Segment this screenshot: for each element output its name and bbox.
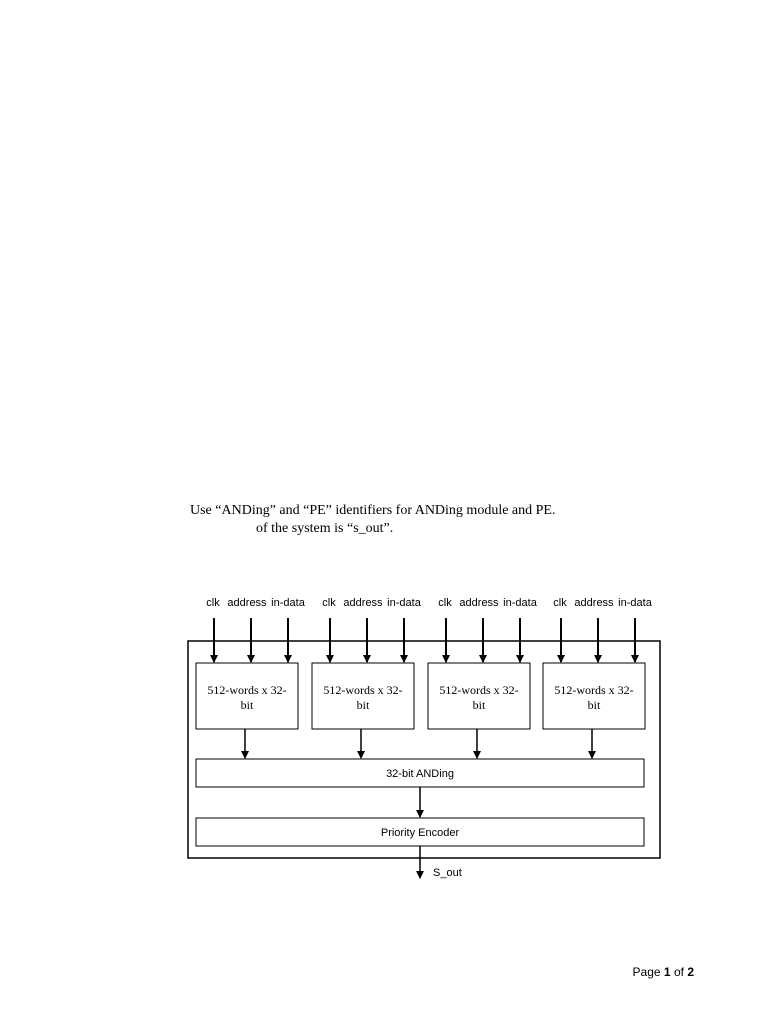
page-footer	[633, 965, 694, 979]
memory-label-line1: 512-words x 32-	[207, 683, 287, 697]
input-label-in-data: in-data	[387, 597, 421, 609]
input-label-clk: clk	[553, 597, 567, 609]
input-label-in-data: in-data	[271, 597, 305, 609]
memory-label-line2: bit	[472, 698, 486, 712]
instruction-line-1: Use “ANDing” and “PE” identifiers for ANDing module and PE.	[190, 503, 556, 518]
input-label-in-data: in-data	[503, 597, 537, 609]
memory-label-line1: 512-words x 32-	[439, 683, 519, 697]
memory-label-line2: bit	[356, 698, 370, 712]
priority-encoder-label: Priority Encoder	[380, 827, 460, 839]
input-label-address: address	[574, 597, 614, 609]
instruction-line-2: of the system is “s_out”.	[256, 521, 394, 536]
page-word: Page	[632, 965, 661, 979]
system-outer-box	[188, 641, 660, 858]
memory-label-line2: bit	[240, 698, 254, 712]
input-label-address: address	[227, 597, 267, 609]
input-label-clk: clk	[206, 597, 220, 609]
output-label: S_out	[433, 867, 462, 879]
memory-unit-4	[543, 597, 653, 758]
input-label-address: address	[343, 597, 383, 609]
memory-unit-2	[312, 597, 422, 758]
input-label-in-data: in-data	[618, 597, 652, 609]
page-current: 1	[663, 965, 671, 979]
memory-label-line2: bit	[587, 698, 601, 712]
input-label-clk: clk	[322, 597, 336, 609]
memory-label-line1: 512-words x 32-	[554, 683, 634, 697]
of-word: of	[673, 965, 684, 979]
input-label-clk: clk	[438, 597, 452, 609]
anding-label: 32-bit ANDing	[386, 768, 454, 780]
memory-unit-3	[428, 597, 538, 758]
input-label-address: address	[459, 597, 499, 609]
memory-label-line1: 512-words x 32-	[323, 683, 403, 697]
memory-unit-1	[196, 597, 306, 758]
page-total: 2	[687, 965, 694, 979]
